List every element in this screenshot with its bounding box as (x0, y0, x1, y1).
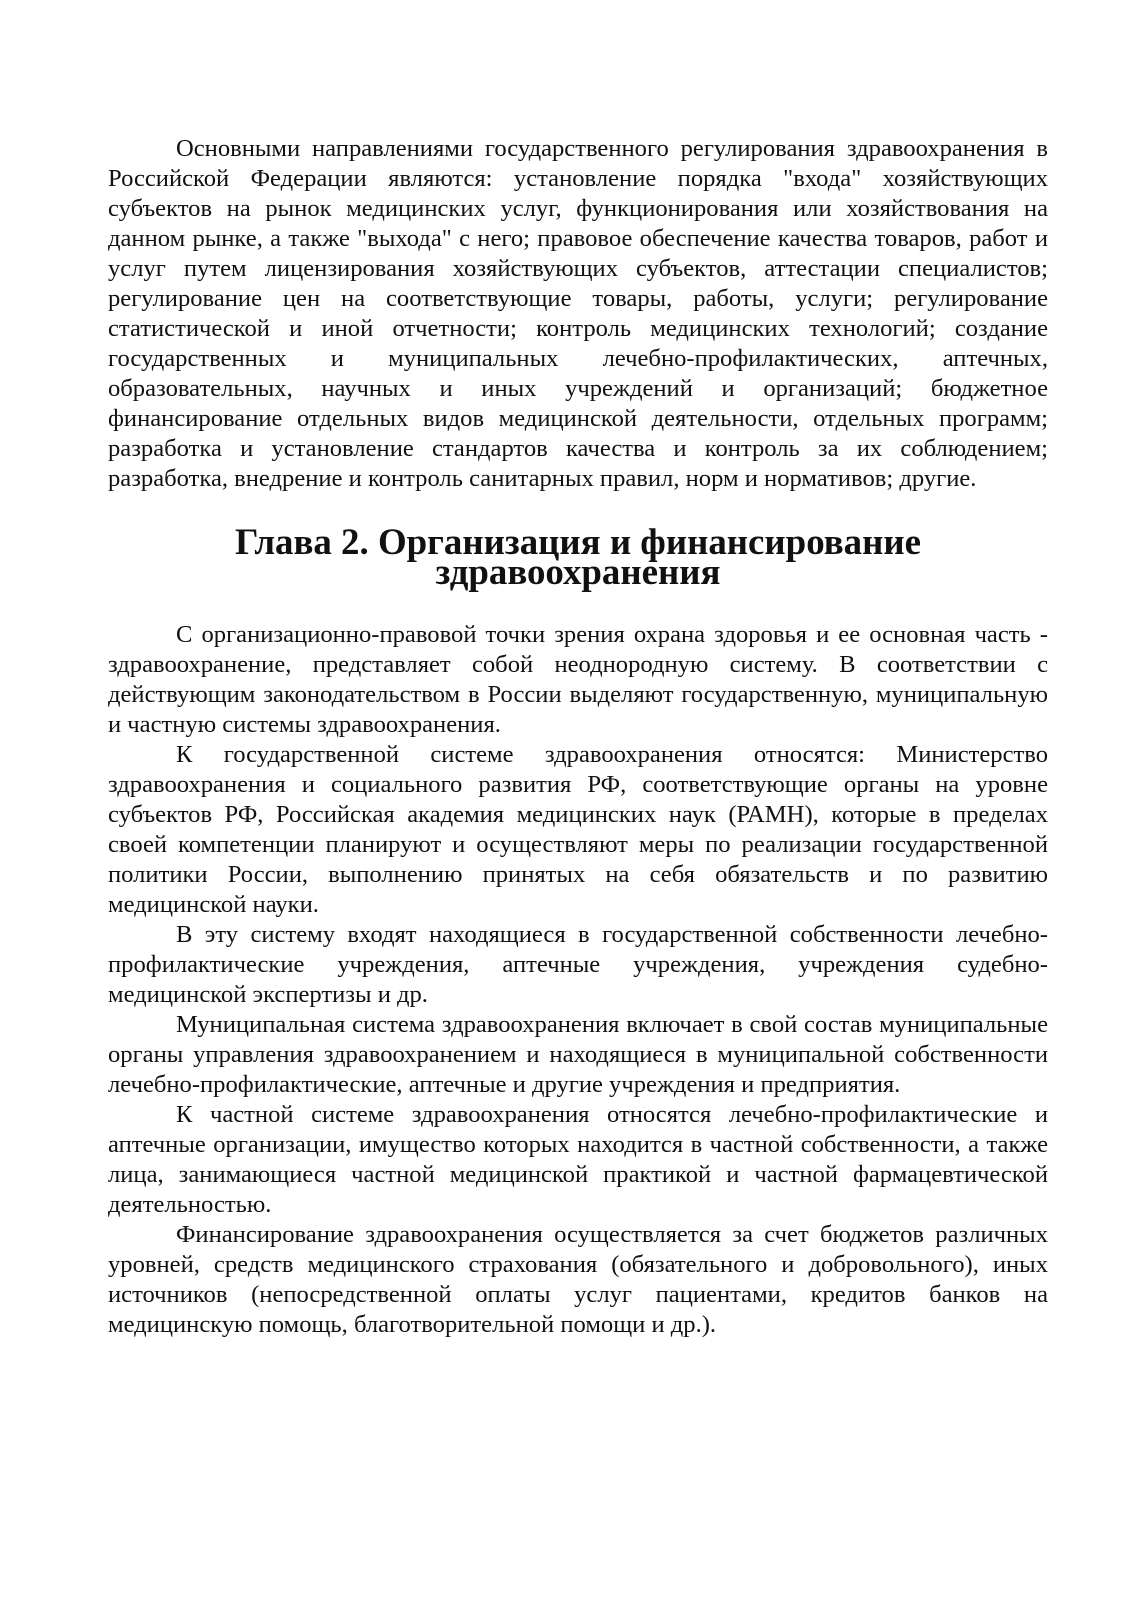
paragraph-regulation-directions: Основными направлениями государственного регулирования здравоохранения в Российской Федерации являются: установление порядка "входа" хозяйствующих субъектов на рынок медицинских услуг, функционирования или хозяйствования на данном рынке, а также "выхода" с него; правовое обеспечение качества товаров, работ и услуг путем лицензирования хозяйствующих субъектов, аттестации специалистов; регулирование цен на соответствующие товары, работы, услуги; регулирование статистической и иной отчетности; контроль медицинских технологий; создание государственных и муниципальных лечебно-профилактических, аптечных, образовательных, научных и иных учреждений и организаций; бюджетное финансирование отдельных видов медицинской деятельности, отдельных программ; разработка и установление стандартов качества и контроль за их соблюдением; разработка, внедрение и контроль санитарных правил, норм и нормативов; другие. (108, 135, 1048, 492)
paragraph-state-institutions: В эту систему входят находящиеся в государственной собственности лечебно-профилактические учреждения, аптечные учреждения, учреждения судебно-медицинской экспертизы и др. (108, 921, 1048, 1008)
paragraph-municipal-system: Муниципальная система здравоохранения включает в свой состав муниципальные органы управления здравоохранением и находящиеся в муниципальной собственности лечебно-профилактические, аптечные и другие учреждения и предприятия. (108, 1011, 1048, 1098)
paragraph-private-system: К частной системе здравоохранения относятся лечебно-профилактические и аптечные организации, имущество которых находится в частной собственности, а также лица, занимающиеся частной медицинской практикой и частной фармацевтической деятельностью. (108, 1101, 1048, 1218)
chapter-heading: Глава 2. Организация и финансирование здравоохранения (235, 521, 921, 592)
paragraph-state-system: К государственной системе здравоохранения относятся: Министерство здравоохранения и социального развития РФ, соответствующие органы на уровне субъектов РФ, Российская академия медицинских наук (РАМН), которые в пределах своей компетенции планируют и осуществляют меры по реализации государственной политики России, выполнению принятых на себя обязательств и по развитию медицинской науки. (108, 741, 1048, 918)
paragraph-healthcare-systems: С организационно-правовой точки зрения охрана здоровья и ее основная часть - здравоохранение, представляет собой неоднородную систему. В соответствии с действующим законодательством в России выделяют государственную, муниципальную и частную системы здравоохранения. (108, 621, 1048, 738)
paragraph-financing: Финансирование здравоохранения осуществляется за счет бюджетов различных уровней, средств медицинского страхования (обязательного и добровольного), иных источников (непосредственной оплаты услуг пациентами, кредитов банков на медицинскую помощь, благотворительной помощи и др.). (108, 1221, 1048, 1338)
document-page (108, 134, 1048, 1340)
